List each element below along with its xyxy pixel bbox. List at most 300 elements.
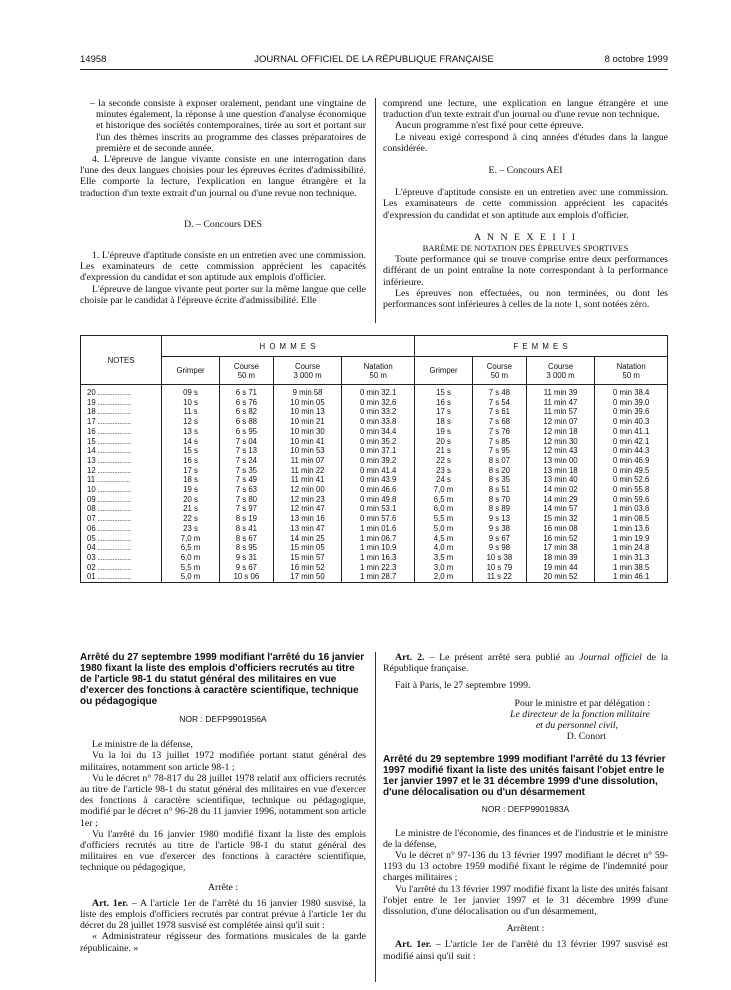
paragraph: 1. L'épreuve d'aptitude consiste en un entretien avec une commission. Les examinateurs de cette commission apprécient les capacités d'expression du candidat et son aptitude aux emplois d'officier. [80,250,366,284]
table-cell: 0 min 33.8 [342,417,415,427]
table-cell: 23 s [162,524,220,534]
table-cell: 8 s 95 [220,543,274,553]
table-cell: 10 min 05 [273,398,342,408]
table-cell: 8 s 35 [473,475,527,485]
table-cell: 1 min 01.6 [342,524,415,534]
note-value: 17 [87,417,96,427]
column-header-line1: Natation [363,361,393,371]
table-cell: 3,5 m [414,553,472,563]
note-cell [81,385,162,398]
table-cell: 0 min 38.4 [595,385,668,398]
table-row [81,437,668,447]
article-text: – A l'article 1er de l'arrêté du 16 janvier 1980 susvisé, la liste des emplois d'officiers recrutés par contrat prévue à l'article 1er du décret du 28 juillet 1978 susvisé est complétée ainsi qu'il suit : [80,897,366,932]
paragraph: – la seconde consiste à exposer oralement, pendant une vingtaine de minutes également, la réponse à une question d'analyse économique et historique des sociétés contemporaines, tirée au sort et portant sur l'un des thèmes inscrits au programme des classes préparatoires de première et de seconde année. [90,98,366,154]
table-cell: 7 s 61 [473,407,527,417]
note-value: 08 [87,504,96,514]
article-label: Art. 1er. [395,939,432,951]
note-cell [81,485,162,495]
leader-dots: .................... [95,514,131,524]
table-cell: 5,0 m [162,572,220,582]
table-cell: 0 min 34.4 [342,427,415,437]
table-cell: 21 s [414,446,472,456]
paragraph: Vu la loi du 13 juillet 1972 modifiée portant statut général des militaires, notamment son article 98-1 ; [80,750,366,773]
note-value: 18 [87,407,96,417]
section-heading-e: E. – Concours AEI [488,165,563,177]
table-cell: 12 min 30 [526,437,595,447]
note-value: 07 [87,514,96,524]
column-header-line1: Course [486,361,512,371]
table-cell: 8 s 41 [220,524,274,534]
table-cell: 12 s [162,417,220,427]
table-cell: 6 s 95 [220,427,274,437]
table-cell: 6 s 88 [220,417,274,427]
table-cell: 24 s [414,475,472,485]
table-cell: 0 min 40.3 [595,417,668,427]
leader-dots: .................... [95,523,131,533]
table-cell: 7 s 24 [220,456,274,466]
table-cell: 1 min 38.5 [595,563,668,573]
table-cell: 8 s 89 [473,504,527,514]
table-cell: 1 min 24.8 [595,543,668,553]
table-cell: 9 min 58 [273,385,342,398]
table-cell: 10 s 79 [473,563,527,573]
note-value: 03 [87,552,96,562]
sports-scoring-table [80,335,668,583]
note-cell [81,572,162,582]
table-cell: 11 s [162,407,220,417]
table-cell: 0 min 57.6 [342,514,415,524]
table-cell: 0 min 39.2 [342,456,415,466]
table-cell: 17 s [414,407,472,417]
column-header [414,357,472,385]
table-cell: 0 min 39.0 [595,398,668,408]
table-cell: 20 min 52 [526,572,595,582]
table-cell: 11 min 41 [273,475,342,485]
table-cell: 21 s [162,504,220,514]
paragraph: L'épreuve de langue vivante peut porter sur la même langue que celle choisie par le candidat à l'épreuve écrite d'admissibilité. Elle [80,283,366,306]
leader-dots: .................... [95,417,131,427]
leader-dots: .................... [95,388,131,397]
table-cell: 13 min 18 [526,466,595,476]
table-cell: 12 min 47 [273,504,342,514]
table-cell: 8 s 20 [473,466,527,476]
note-value: 05 [87,533,96,543]
table-cell: 12 min 07 [526,417,595,427]
table-cell: 17 min 50 [273,572,342,582]
table-cell: 10 min 21 [273,417,342,427]
bottom-left-column [80,652,366,954]
leader-dots: .................... [95,485,131,495]
table-cell: 1 min 22.3 [342,563,415,573]
table-cell: 11 min 22 [273,466,342,476]
table-cell: 14 min 29 [526,495,595,505]
table-cell: 20 s [162,495,220,505]
table-cell: 22 s [414,456,472,466]
table-cell: 0 min 32.6 [342,398,415,408]
note-cell [81,427,162,437]
table-cell: 12 min 23 [273,495,342,505]
top-left-column [80,98,366,306]
article-2 [383,652,668,674]
table-cell: 11 s 22 [473,572,527,582]
signatory: D. Conort [566,731,606,743]
note-value: 11 [87,475,96,485]
note-value: 06 [87,523,96,533]
column-header-line2: 50 m [622,370,640,380]
article-text: – L'article 1er de l'arrêté du 13 février 1997 susvisé est modifié ainsi qu'il suit : [383,939,668,962]
table-cell: 16 min 52 [526,534,595,544]
top-right-column [383,98,668,310]
decree-title: Arrêté du 27 septembre 1999 modifiant l'arrêté du 16 janvier 1980 fixant la liste des emplois d'officiers recrutés au titre de l'article 98-1 du statut général des militaires en vue d'exercer des fonctions à caractère scientifique, technique ou pédagogique [80,652,365,707]
column-header [526,357,595,385]
table-row [81,543,668,553]
column-header-line2: 3 000 m [546,370,575,380]
table-cell: 1 min 19.9 [595,534,668,544]
table-cell: 1 min 10.9 [342,543,415,553]
table-row [81,553,668,563]
leader-dots: .................... [95,543,131,553]
table-cell: 7 s 54 [473,398,527,408]
table-cell: 0 min 49.8 [342,495,415,505]
paragraph: Toute performance qui se trouve comprise entre deux performances différant de un point entraîne la note correspondant à la performance inférieure. [383,254,668,288]
table-row [81,417,668,427]
column-header-line2: 50 m [369,370,387,380]
table-row [81,427,668,437]
table-cell: 0 min 41.1 [595,427,668,437]
column-header-line1: Grimper [429,366,458,375]
table-cell: 10 min 13 [273,407,342,417]
table-row [81,504,668,514]
table-cell: 19 s [162,485,220,495]
table-cell: 11 min 07 [273,456,342,466]
table-cell: 7 s 48 [473,385,527,398]
article-1 [80,898,366,932]
table-cell: 13 min 47 [273,524,342,534]
column-divider [375,98,376,323]
table-cell: 10 min 41 [273,437,342,447]
table-cell: 0 min 35.2 [342,437,415,447]
table-cell: 0 min 39.6 [595,407,668,417]
table-cell: 10 s [162,398,220,408]
table-row [81,524,668,534]
table-cell: 0 min 46.9 [595,456,668,466]
table-cell: 2,0 m [414,572,472,582]
hommes-header: H O M M E S [162,336,415,357]
table-cell: 11 min 47 [526,398,595,408]
annexe-heading: A N N E X E I I I [473,231,578,243]
table-cell: 15 min 32 [526,514,595,524]
table-row [81,407,668,417]
table-cell: 6 s 76 [220,398,274,408]
column-header-line1: Course [547,361,574,371]
note-cell [81,524,162,534]
paragraph: Le ministre de la défense, [92,739,193,751]
table-cell: 5,5 m [162,563,220,573]
leader-dots: .................... [95,446,131,456]
bottom-right-column [383,652,668,962]
table-cell: 0 min 33.2 [342,407,415,417]
table-cell: 9 s 67 [220,563,274,573]
table-cell: 13 min 16 [273,514,342,524]
table-cell: 0 min 49.5 [595,466,668,476]
note-cell [81,495,162,505]
column-header-line2: 50 m [237,370,256,380]
table-cell: 1 min 16.3 [342,553,415,563]
note-cell [81,398,162,408]
table-cell: 0 min 59.6 [595,495,668,505]
table-cell: 12 min 00 [273,485,342,495]
table-cell: 10 min 30 [273,427,342,437]
table-cell: 8 s 70 [473,495,527,505]
table-cell: 4,5 m [414,534,472,544]
table-cell: 13 min 00 [526,456,595,466]
leader-dots: .................... [95,455,131,465]
note-cell [81,563,162,573]
paragraph: Vu le décret n° 78-817 du 28 juillet 1978 relatif aux officiers recrutés au titre de l'article 98-1 du statut général des militaires en vue d'exercer des fonctions à caractère scientifique, technique ou pédagogique, modifié par le décret n° 96-28 du 11 janvier 1996, notamment son article 1er ; [80,772,366,829]
table-cell: 0 min 52.6 [595,475,668,485]
table-cell: 18 s [414,417,472,427]
note-cell [81,407,162,417]
table-cell: 7 s 97 [220,504,274,514]
table-cell: 9 s 67 [473,534,527,544]
note-cell [81,475,162,485]
column-header [595,357,668,385]
table-row [81,563,668,573]
table-cell: 16 s [162,456,220,466]
column-header-line1: Course [233,361,259,371]
table-cell: 11 min 39 [526,385,595,398]
table-cell: 13 min 40 [526,475,595,485]
page-number: 14958 [80,54,107,65]
note-cell [81,504,162,514]
section-heading-d: D. – Concours DES [184,218,262,230]
table-cell: 12 min 18 [526,427,595,437]
table-cell: 12 min 43 [526,446,595,456]
column-header [220,357,274,385]
table-cell: 7 s 13 [220,446,274,456]
table-cell: 7 s 76 [473,427,527,437]
table-cell: 6,0 m [414,504,472,514]
table-cell: 0 min 32.1 [342,385,415,398]
paragraph: Le niveau exigé correspond à cinq années d'études dans la langue considérée. [383,131,668,154]
table-row [81,572,668,582]
table-cell: 0 min 41.4 [342,466,415,476]
leader-dots: .................... [95,572,131,582]
table-cell: 19 s [414,427,472,437]
table-cell: 7 s 80 [220,495,274,505]
paragraph: Aucun programme n'est fixé pour cette épreuve. [395,120,584,132]
column-header [473,357,527,385]
table-cell: 09 s [162,385,220,398]
table-cell: 17 min 38 [526,543,595,553]
table-cell: 7 s 63 [220,485,274,495]
paragraph: 4. L'épreuve de langue vivante consiste en une interrogation dans l'une des deux langues choisies pour les épreuves écrites d'admissibilité. Elle comporte la lecture, l'explication en langue étrangère et la traduction d'un texte extrait d'un journal ou d'une revue non technique. [80,154,366,199]
table-cell: 23 s [414,466,472,476]
table-row [81,534,668,544]
leader-dots: .................... [95,397,131,407]
note-value: 13 [87,455,96,465]
note-value: 14 [87,446,96,456]
article-1 [383,939,668,961]
column-header-line1: Natation [616,361,646,371]
column-header [273,357,342,385]
table-cell: 16 min 08 [526,524,595,534]
table-row [81,466,668,476]
table-row [81,398,668,408]
leader-dots: .................... [95,465,131,475]
note-value: 15 [87,436,96,446]
note-value: 10 [87,485,96,495]
table-cell: 0 min 55.8 [595,485,668,495]
note-value: 02 [87,562,96,572]
table-cell: 1 min 08.5 [595,514,668,524]
table-row [81,456,668,466]
table-cell: 6,0 m [162,553,220,563]
table-cell: 6,5 m [414,495,472,505]
table-cell: 9 s 38 [473,524,527,534]
table-cell: 0 min 42.1 [595,437,668,447]
paragraph: Vu l'arrêté du 16 janvier 1980 modifié fixant la liste des emplois d'officiers recrutés au titre de l'article 98-1 du statut général des militaires en vue d'exercer des fonctions à caractère scientifique, technique ou pédagogique, [80,828,366,874]
note-cell [81,446,162,456]
leader-dots: .................... [95,475,131,485]
paragraph: Vu le décret n° 97-136 du 13 février 1997 modifiant le décret n° 59-1193 du 13 octobre 1959 modifié fixant le régime de l'indemnité pour charges militaires ; [383,850,668,884]
leader-dots: .................... [95,504,131,514]
signature-line: et du personnel civil, [535,720,618,732]
table-row [81,485,668,495]
table-cell: 9 s 98 [473,543,527,553]
notes-header: NOTES [81,336,162,385]
note-value: 04 [87,543,96,553]
table-cell: 14 s [162,437,220,447]
note-cell [81,543,162,553]
leader-dots: .................... [95,533,131,543]
arrete-label: Arrête : [207,881,239,893]
column-header-line2: 50 m [490,370,509,380]
table-cell: 0 min 44.3 [595,446,668,456]
table-row [81,495,668,505]
table-cell: 13 s [162,427,220,437]
femmes-header: F E M M E S [414,336,667,357]
leader-dots: .................... [95,552,131,562]
table-cell: 6 s 82 [220,407,274,417]
table-cell: 15 s [162,446,220,456]
table-cell: 5,0 m [414,524,472,534]
table-cell: 3,0 m [414,563,472,573]
table-cell: 18 min 39 [526,553,595,563]
signature-line: Le directeur de la fonction militaire [510,708,650,720]
column-header [342,357,415,385]
bareme-heading: BARÈME DE NOTATION DES ÉPREUVES SPORTIVES [422,243,629,254]
table-cell: 1 min 28.7 [342,572,415,582]
note-value: 16 [87,426,96,436]
table-cell: 7 s 49 [220,475,274,485]
column-header-line1: Course [294,361,321,371]
issue-date: 8 octobre 1999 [604,54,668,65]
table-cell: 7 s 68 [473,417,527,427]
note-value: 01 [87,572,96,582]
table-cell: 0 min 53.1 [342,504,415,514]
note-cell [81,417,162,427]
table-cell: 7 s 35 [220,466,274,476]
note-cell [81,437,162,447]
table-cell: 9 s 13 [473,514,527,524]
column-divider [375,652,376,982]
table-row [81,475,668,485]
article-label: Art. 1er. [92,897,129,909]
table-cell: 16 s [414,398,472,408]
note-cell [81,534,162,544]
paragraph: L'épreuve d'aptitude consiste en un entretien avec une commission. Les examinateurs de cette commission apprécient les capacités d'expression du candidat et son aptitude aux emplois d'officier. [383,187,668,221]
table-row [81,514,668,524]
table-cell: 7 s 85 [473,437,527,447]
fait-a-paris: Fait à Paris, le 27 septembre 1999. [395,680,531,692]
column-header-line1: Grimper [176,366,205,375]
table-cell: 18 s [162,475,220,485]
note-cell [81,466,162,476]
table-cell: 8 s 51 [473,485,527,495]
table-cell: 1 min 31.3 [595,553,668,563]
table-row [81,446,668,456]
table-cell: 14 min 57 [526,504,595,514]
note-value: 20 [87,388,96,397]
table-cell: 0 min 46.6 [342,485,415,495]
decree-title: Arrêté du 29 septembre 1999 modifiant l'arrêté du 13 février 1997 modifié fixant la liste des unités faisant l'objet entre le 1er janvier 1997 et le 31 décembre 1999 d'une dissolution, d'une délocalisation ou d'un désarmement [383,754,666,799]
table-cell: 7,0 m [162,534,220,544]
table-cell: 7 s 04 [220,437,274,447]
table-cell: 7 s 95 [473,446,527,456]
article-label: Art. 2. [395,652,425,663]
table-cell: 16 min 52 [273,563,342,573]
table-cell: 17 s [162,466,220,476]
table-cell: 1 min 03.6 [595,504,668,514]
note-cell [81,514,162,524]
quote: « Administrateur régisseur des formations musicales de la garde républicaine. » [80,931,366,954]
table-cell: 10 s 38 [473,553,527,563]
table-cell: 4,0 m [414,543,472,553]
column-header [162,357,220,385]
article-text: de la République française. [383,652,669,675]
journal-title: JOURNAL OFFICIEL DE LA RÉPUBLIQUE FRANÇAISE [254,54,494,65]
note-cell [81,456,162,466]
nor-reference: NOR : DEFP9901956A [179,714,267,724]
paragraph: comprend une lecture, une explication en langue étrangère et une traduction d'un texte extrait d'un journal ou d'une revue non technique. [383,98,668,121]
table-cell: 7,0 m [414,485,472,495]
table-cell: 15 min 57 [273,553,342,563]
leader-dots: .................... [95,562,131,572]
table-cell: 5,5 m [414,514,472,524]
paragraph: Vu l'arrêté du 13 février 1997 modifié fixant la liste des unités faisant l'objet entre le 1er janvier 1997 et le 31 décembre 1999 d'une dissolution, d'une délocalisation ou d'un désarmement, [383,883,668,918]
table-cell: 10 min 53 [273,446,342,456]
table-cell: 11 min 57 [526,407,595,417]
header-rule [80,69,668,70]
table-cell: 14 min 25 [273,534,342,544]
journal-name: Journal officiel [579,652,642,663]
page-header [80,54,668,68]
table-cell: 14 min 02 [526,485,595,495]
table-cell: 1 min 13.6 [595,524,668,534]
table-cell: 8 s 67 [220,534,274,544]
arretent-label: Arrêtent : [506,923,545,935]
table-cell: 8 s 07 [473,456,527,466]
table-cell: 20 s [414,437,472,447]
column-header-line2: 3 000 m [293,370,322,380]
note-value: 09 [87,494,96,504]
article-text: – Le présent arrêté sera publié au [424,652,580,663]
table-row [81,385,668,398]
signature-line: Pour le ministre et par délégation : [514,697,650,709]
note-value: 19 [87,397,96,407]
table-cell: 8 s 19 [220,514,274,524]
